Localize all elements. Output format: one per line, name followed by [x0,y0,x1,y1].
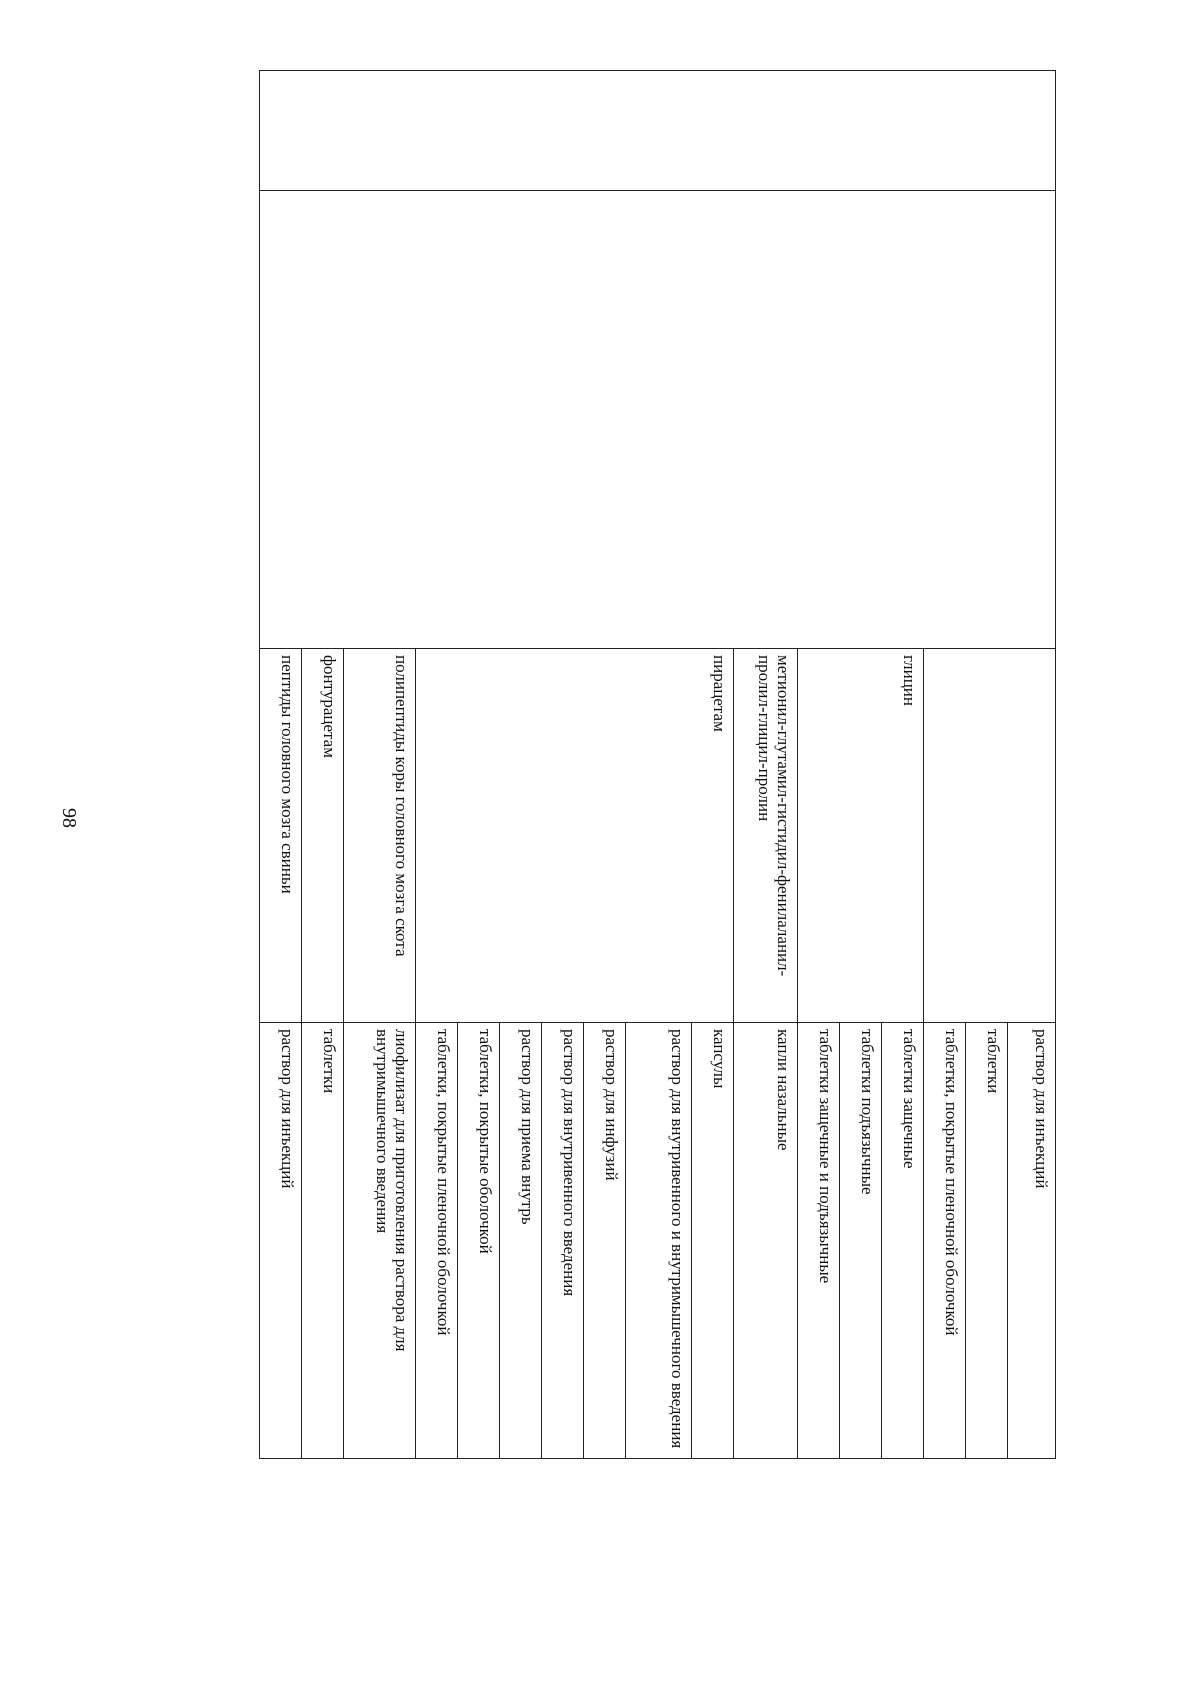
dosage-form-cell: раствор для внутривенного и внутримышечного введения [626,1023,692,1459]
dosage-form-cell: таблетки, покрытые пленочной оболочкой [416,1023,458,1459]
page-number: 98 [58,808,80,828]
dosage-form-cell: раствор для внутривенного введения [542,1023,584,1459]
drug-name-cell: метионил-глутамил-гистидил-фенилаланил-пролил-глицил-пролин [734,649,798,1023]
code-column-cell [260,71,1056,191]
dosage-form-cell: таблетки защечные и подъязычные [798,1023,840,1459]
dosage-form-cell: раствор для инфузий [584,1023,626,1459]
rotated-table-container [178,70,1056,1458]
drug-forms-table [259,70,1056,1459]
drug-name-cell: пептиды головного мозга свиньи [260,649,302,1023]
dosage-form-cell: таблетки [966,1023,1008,1459]
dosage-form-cell: таблетки, покрытые пленочной оболочкой [924,1023,966,1459]
drug-name-cell: полипептиды коры головного мозга скота [344,649,416,1023]
group-name-column-cell [260,191,1056,649]
dosage-form-cell: таблетки [302,1023,344,1459]
dosage-form-cell: таблетки защечные [882,1023,924,1459]
table-row [1008,71,1056,1459]
dosage-form-cell: раствор для приема внутрь [500,1023,542,1459]
drug-name-cell [924,649,1056,1023]
dosage-form-cell: раствор для инъекций [1008,1023,1056,1459]
dosage-form-cell: лиофилизат для приготовления раствора для внутримышечного введения [344,1023,416,1459]
drug-name-cell: пирацетам [416,649,734,1023]
drug-name-cell: фонтурацетам [302,649,344,1023]
dosage-form-cell: таблетки, покрытые оболочкой [458,1023,500,1459]
dosage-form-cell: таблетки подъязычные [840,1023,882,1459]
dosage-form-cell: капсулы [692,1023,734,1459]
dosage-form-cell: раствор для инъекций [260,1023,302,1459]
dosage-form-cell: капли назальные [734,1023,798,1459]
drug-name-cell: глицин [798,649,924,1023]
